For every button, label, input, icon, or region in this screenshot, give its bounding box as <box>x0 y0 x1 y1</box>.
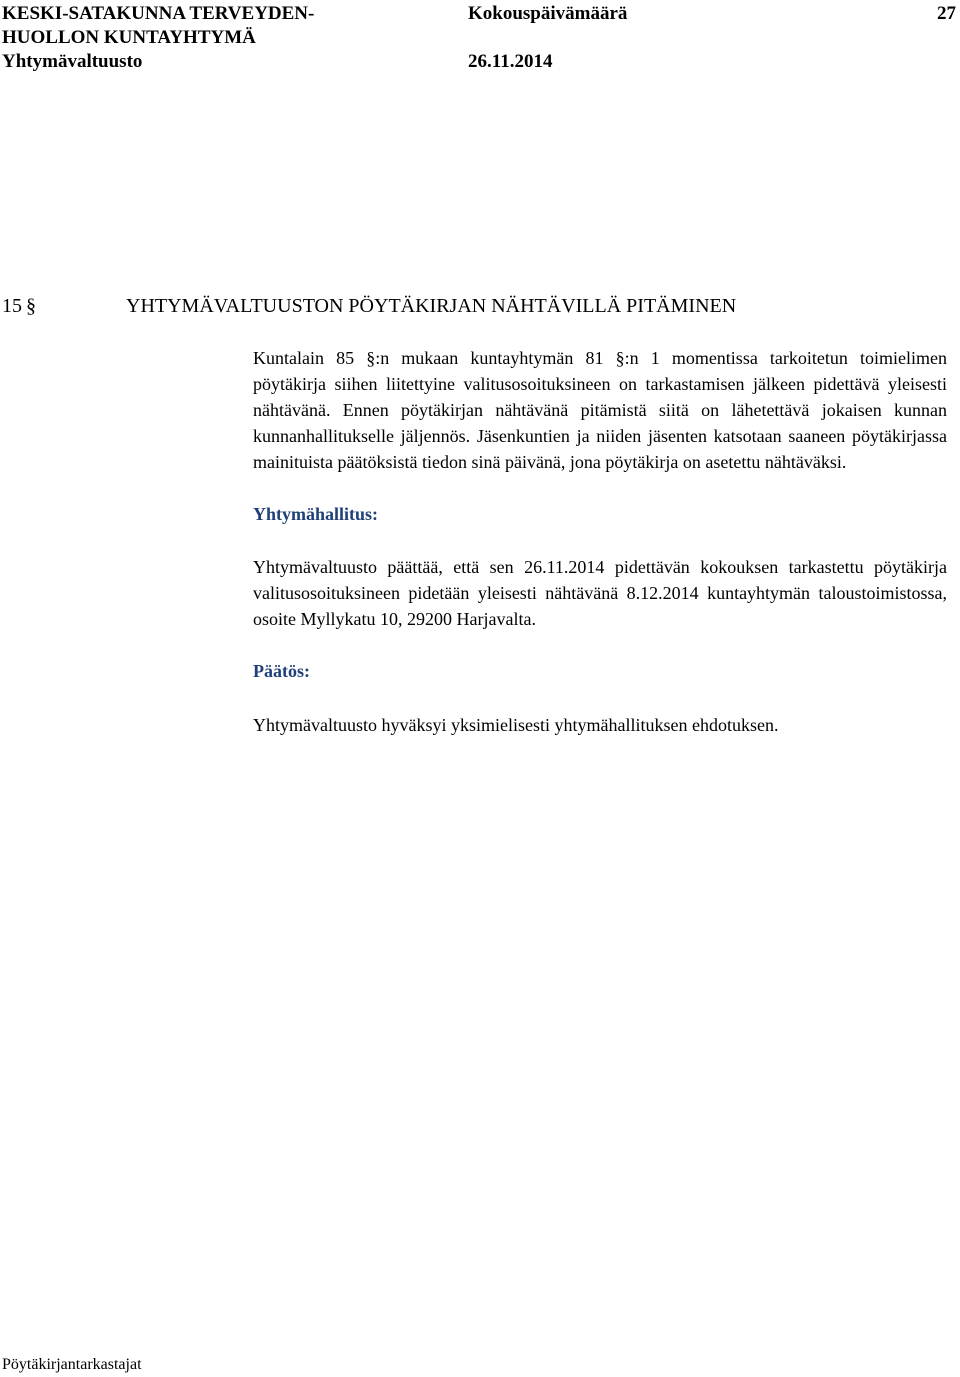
organization-name <box>2 2 314 74</box>
page-header <box>0 0 960 80</box>
meeting-date-value: 26.11.2014 <box>468 51 553 72</box>
section-title: YHTYMÄVALTUUSTON PÖYTÄKIRJAN NÄHTÄVILLÄ PITÄMINEN <box>126 295 737 317</box>
meeting-date-block <box>468 2 627 74</box>
proposal-text: Yhtymävaltuusto päättää, että sen 26.11.2014 pidettävän kokouksen tarkastettu pöytäkirja valitusosoituksineen pidetään yleisesti nähtävänä 8.12.2014 kuntayhtymän taloustoimistossa, osoite Myllykatu 10, 29200 Harjavalta. <box>253 557 947 629</box>
page-number: 27 <box>937 3 956 24</box>
document-body <box>253 345 947 738</box>
decision-text: Yhtymävaltuusto hyväksyi yksimielisesti yhtymähallituksen ehdotuksen. <box>253 715 779 735</box>
intro-paragraph: Kuntalain 85 §:n mukaan kuntayhtymän 81 §:n 1 momentissa tarkoitetun toimielimen pöytäkirja siihen liitettyine valitusosoituksineen on tarkastamisen jälkeen pidettävä yleisesti nähtävänä. Ennen pöytäkirjan nähtävänä pitämistä siitä on lähetettävä jokaisen kunnan kunnanhallitukselle jäljennös. Jäsenkuntien ja niiden jäsenten katsotaan saaneen pöytäkirjassa mainituista päätöksistä tiedon sinä päivänä, jona pöytäkirja on asetettu nähtäväksi. <box>253 348 947 472</box>
section-sign: § <box>26 295 36 317</box>
section-number: 15 <box>2 295 22 317</box>
organization-name-line1: KESKI-SATAKUNNA TERVEYDEN- <box>2 3 315 24</box>
footer-signatories-label: Pöytäkirjantarkastajat <box>2 1356 142 1373</box>
meeting-body-name: Yhtymävaltuusto <box>2 51 143 72</box>
organization-name-line2: HUOLLON KUNTAYHTYMÄ <box>2 27 256 48</box>
decision-label: Päätös: <box>253 661 310 681</box>
proposal-label: Yhtymähallitus: <box>253 504 379 524</box>
meeting-date-label: Kokouspäivämäärä <box>468 3 628 24</box>
